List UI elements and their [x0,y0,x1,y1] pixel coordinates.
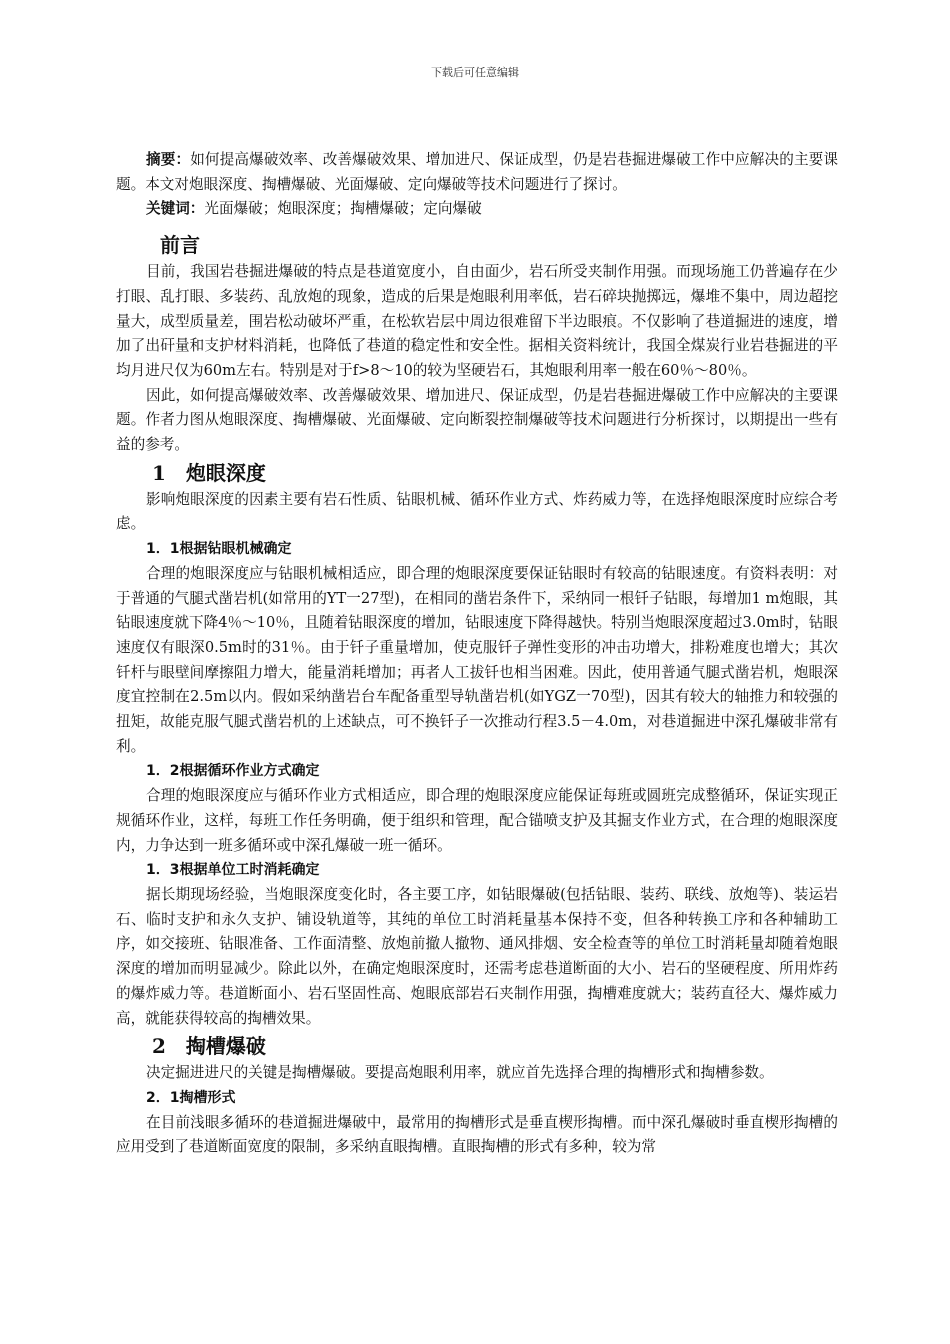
section-1-1-paragraph: 合理的炮眼深度应与钻眼机械相适应，即合理的炮眼深度要保证钻眼时有较高的钻眼速度。有资料表明：对于普通的气腿式凿岩机(如常用的YT一27型)，在相同的凿岩条件下，采纳同一根钎子钻眼，每增加1 m炮眼，其钻眼速度就下降4％～10％，且随着钻眼深度的增加，钻眼速度下降得越快。特别当炮眼深度超过3.0m时，钻眼速度仅有眼深0.5m时的31％。由于钎子重量增加，使克服钎子弹性变形的冲击功增大，排粉难度也增大；其次钎杆与眼壁间摩擦阻力增大，能量消耗增加；再者人工拔钎也相当困难。因此，使用普通气腿式凿岩机，炮眼深度宜控制在2.5m以内。假如采纳凿岩台车配备重型导轨凿岩机(如YGZ一70型)，因其有较大的轴推力和较强的扭矩，故能克服气腿式凿岩机的上述缺点，可不换钎子一次推动行程3.5－4.0m，对巷道掘进中深孔爆破非常有利。 [116,564,838,755]
section-1-2-heading: 1．2根据循环作业方式确定 [146,763,320,780]
document-body [116,148,838,1160]
section-1-3-heading: 1．3根据单位工时消耗确定 [146,862,320,879]
page-header: 下载后可任意编辑 [431,66,519,79]
section-2-paragraph: 决定掘进进尺的关键是掏槽爆破。要提高炮眼利用率，就应首先选择合理的掏槽形式和掏槽参数。 [146,1064,774,1082]
section-1-3-paragraph: 据长期现场经验，当炮眼深度变化时，各主要工序，如钻眼爆破(包括钻眼、装药、联线、放炮等)、装运岩石、临时支护和永久支护、铺设轨道等，其纯的单位工时消耗量基本保持不变，但各种转换工序和各种辅助工序，如交接班、钻眼准备、工作面清整、放炮前撤人撤物、通风排烟、安全检查等的单位工时消耗量却随着炮眼深度的增加而明显减少。除此以外，在确定炮眼深度时，还需考虑巷道断面的大小、岩石的坚硬程度、所用炸药的爆炸威力等。巷道断面小、岩石坚固性高、炮眼底部岩石夹制作用强，掏槽难度就大；装药直径大、爆炸威力高，就能获得较高的掏槽效果。 [116,885,838,1027]
keywords [116,197,838,222]
preface-paragraph-2: 因此，如何提高爆破效率、改善爆破效果、增加进尺、保证成型，仍是岩巷掘进爆破工作中应解决的主要课题。作者力图从炮眼深度、掏槽爆破、光面爆破、定向断裂控制爆破等技术问题进行分析探讨，以期提出一些有益的参考。 [116,386,838,454]
section-1-2-paragraph: 合理的炮眼深度应与循环作业方式相适应，即合理的炮眼深度应能保证每班或圆班完成整循环，保证实现正规循环作业，这样，每班工作任务明确，便于组织和管理，配合锚喷支护及其掘支作业方式，在合理的炮眼深度内，力争达到一班多循环或中深孔爆破一班一循环。 [116,787,838,854]
section-1-1-heading: 1．1根据钻眼机械确定 [146,541,292,558]
abstract-text: 如何提高爆破效率、改善爆破效果、增加进尺、保证成型，仍是岩巷掘进爆破工作中应解决的主要课题。本文对炮眼深度、掏槽爆破、光面爆破、定向爆破等技术问题进行了探讨。 [116,151,838,193]
section-1-heading: 1 炮眼深度 [152,460,266,485]
abstract [116,148,838,197]
section-1-paragraph: 影响炮眼深度的因素主要有岩石性质、钻眼机械、循环作业方式、炸药威力等，在选择炮眼深度时应综合考虑。 [116,490,838,533]
abstract-label: 摘要： [146,151,191,168]
section-2-1-paragraph: 在目前浅眼多循环的巷道掘进爆破中，最常用的掏槽形式是垂直楔形掏槽。而中深孔爆破时垂直楔形掏槽的应用受到了巷道断面宽度的限制，多采纳直眼掏槽。直眼掏槽的形式有多种，较为常 [116,1113,838,1156]
keywords-label: 关键词： [146,200,205,218]
section-2-1-heading: 2．1掏槽形式 [146,1089,236,1106]
preface-heading: 前言 [160,233,200,258]
preface-paragraph-1: 目前，我国岩巷掘进爆破的特点是巷道宽度小，自由面少，岩石所受夹制作用强。而现场施工仍普遍存在少打眼、乱打眼、多装药、乱放炮的现象，造成的后果是炮眼利用率低，岩石碎块抛掷远，爆堆不集中，周边超挖量大，成型质量差，围岩松动破坏严重，在松软岩层中周边很难留下半边眼痕。不仅影响了巷道掘进的速度，增加了出矸量和支护材料消耗，也降低了巷道的稳定性和安全性。据相关资料统计，我国全煤炭行业岩巷掘进的平均月进尺仅为60m左右。特别是对于f>8～10的较为坚硬岩石，其炮眼利用率一般在60％～80％。 [116,263,838,379]
section-2-heading: 2 掏槽爆破 [152,1034,266,1059]
keywords-text: 光面爆破；炮眼深度；掏槽爆破；定向爆破 [204,200,482,218]
